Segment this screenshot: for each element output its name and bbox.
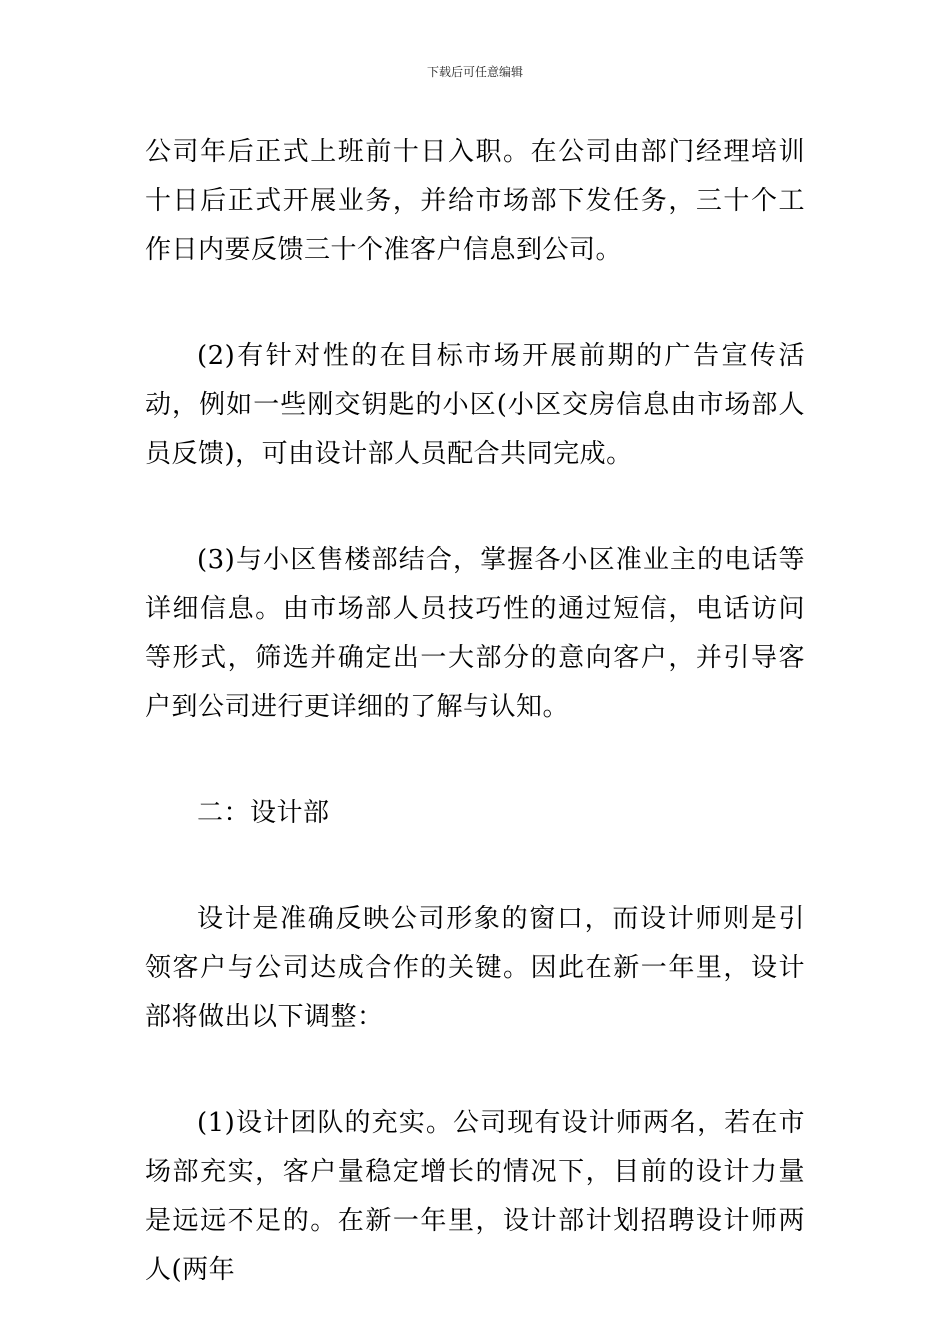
paragraph-gap <box>145 838 805 895</box>
document-body <box>145 128 805 1295</box>
paragraph-item-2: (2)有针对性的在目标市场开展前期的广告宣传活动，例如一些刚交钥匙的小区(小区交房信息由市场部人员反馈)，可由设计部人员配合共同完成。 <box>145 341 805 469</box>
paragraph-design-item-1: (1)设计团队的充实。公司现有设计师两名，若在市场部充实，客户量稳定增长的情况下，目前的设计力量是远远不足的。在新一年里，设计部计划招聘设计师两人(两年 <box>145 1108 805 1285</box>
paragraph-continuation: 公司年后正式上班前十日入职。在公司由部门经理培训十日后正式开展业务，并给市场部下发任务，三十个工作日内要反馈三十个准客户信息到公司。 <box>145 137 805 265</box>
section-heading-design: 二：设计部 <box>197 798 330 828</box>
paragraph-gap <box>145 275 805 332</box>
paragraph-gap <box>145 479 805 536</box>
page-header: 下载后可任意编辑 <box>426 65 523 79</box>
paragraph-item-3: (3)与小区售楼部结合，掌握各小区准业主的电话等详细信息。由市场部人员技巧性的通过短信，电话访问等形式，筛选并确定出一大部分的意向客户，并引导客户到公司进行更详细的了解与认知。 <box>145 545 805 722</box>
paragraph-gap <box>145 732 805 789</box>
paragraph-design-intro: 设计是准确反映公司形象的窗口，而设计师则是引领客户与公司达成合作的关键。因此在新一年里，设计部将做出以下调整： <box>145 904 805 1032</box>
paragraph-gap <box>145 1042 805 1099</box>
